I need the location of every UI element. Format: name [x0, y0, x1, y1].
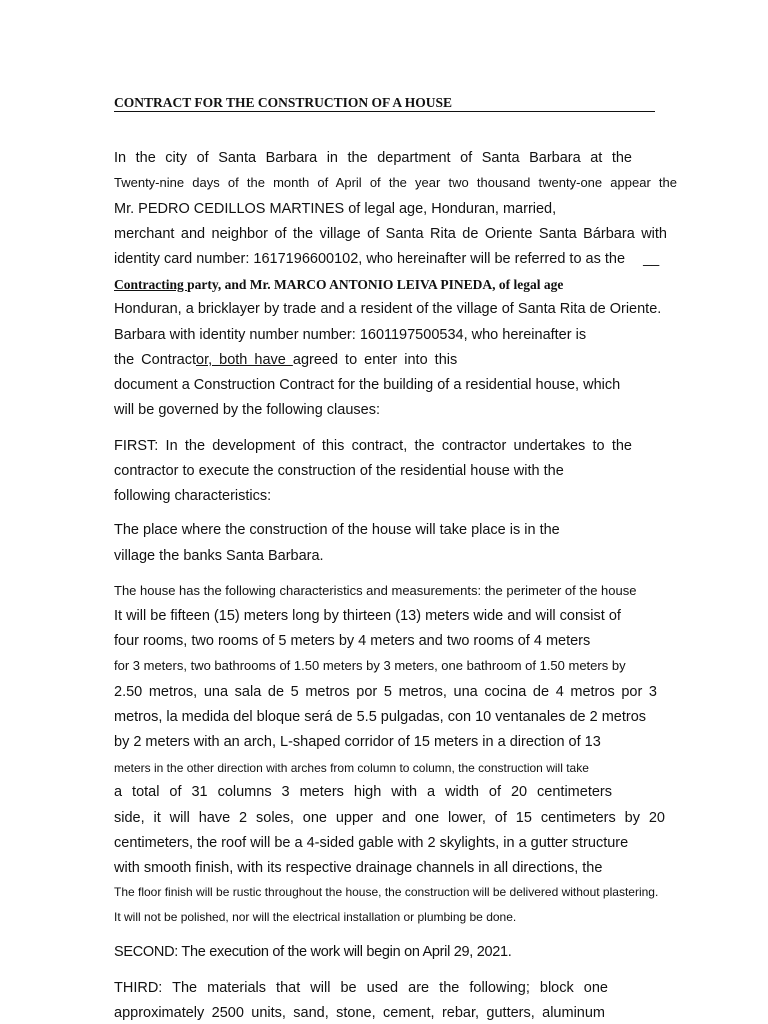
house-line-2: It will be fifteen (15) meters long by thirteen (13) meters wide and will consist of — [114, 608, 621, 624]
intro-line-5-text: identity card number: 1617196600102, who hereinafter will be referred to as the — [114, 251, 626, 267]
intro-line-6-rest: party, and Mr. MARCO ANTONIO LEIVA PINEDA, of legal age — [187, 277, 564, 292]
intro-line-3: Mr. PEDRO CEDILLOS MARTINES of legal age, Honduran, married, — [114, 201, 557, 217]
intro-line-9 — [114, 351, 457, 369]
house-line-10: side, it will have 2 soles, one upper and one lower, of 15 centimeters by 20 — [114, 810, 665, 826]
blank-mark: __ — [643, 251, 660, 267]
first-line-3: following characteristics: — [114, 488, 272, 504]
house-line-12: with smooth finish, with its respective drainage channels in all directions, the — [114, 860, 603, 876]
first-line-2: contractor to execute the construction of the residential house with the — [114, 463, 564, 479]
house-line-4: for 3 meters, two bathrooms of 1.50 meters by 3 meters, one bathroom of 1.50 meters by — [114, 658, 626, 673]
house-line-6: metros, la medida del bloque será de 5.5 pulgadas, con 10 ventanales de 2 metros — [114, 709, 647, 725]
house-line-13: The floor finish will be rustic throughout the house, the construction will be delivered without plastering. — [114, 885, 659, 899]
intro-line-9-b: agreed to enter into this — [292, 352, 458, 368]
intro-line-1: In the city of Santa Barbara in the department of Santa Barbara at the — [114, 150, 632, 166]
house-line-7: by 2 meters with an arch, L-shaped corridor of 15 meters in a direction of 13 — [114, 734, 601, 750]
house-line-3: four rooms, two rooms of 5 meters by 4 meters and two rooms of 4 meters — [114, 633, 591, 649]
intro-line-5 — [114, 250, 659, 268]
third-line-2: approximately 2500 units, sand, stone, cement, rebar, gutters, aluminum — [114, 1005, 605, 1021]
house-line-8: meters in the other direction with arches from column to column, the construction will take — [114, 761, 589, 775]
intro-line-8: Barbara with identity number number: 1601197500534, who hereinafter is — [114, 327, 587, 343]
intro-line-10: document a Construction Contract for the building of a residential house, which — [114, 377, 621, 393]
house-line-5: 2.50 metros, una sala de 5 metros por 5 metros, una cocina de 4 metros por 3 — [114, 684, 657, 700]
intro-line-9-a: the Contract — [114, 352, 196, 368]
house-line-11: centimeters, the roof will be a 4-sided gable with 2 skylights, in a gutter structure — [114, 835, 629, 851]
contracting-underlined: Contracting — [114, 277, 188, 292]
place-line-2: village the banks Santa Barbara. — [114, 548, 324, 564]
intro-line-9-underlined: or, both have — [196, 352, 293, 368]
intro-line-4: merchant and neighbor of the village of Santa Rita de Oriente Santa Bárbara with — [114, 226, 667, 242]
house-line-9: a total of 31 columns 3 meters high with a width of 20 centimeters — [114, 784, 612, 800]
house-line-14: It will not be polished, nor will the electrical installation or plumbing be done. — [114, 910, 517, 924]
third-line-1: THIRD: The materials that will be used are the following; block one — [114, 980, 608, 996]
place-line-1: The place where the construction of the house will take place is in the — [114, 522, 560, 538]
second-clause: SECOND: The execution of the work will begin on April 29, 2021. — [114, 944, 512, 960]
intro-line-7: Honduran, a bricklayer by trade and a resident of the village of Santa Rita de Oriente. — [114, 301, 662, 317]
intro-line-6 — [114, 276, 563, 294]
house-line-1: The house has the following characteristics and measurements: the perimeter of the house — [114, 583, 637, 598]
intro-line-11: will be governed by the following clauses: — [114, 402, 380, 418]
intro-line-2: Twenty-nine days of the month of April of the year two thousand twenty-one appear the — [114, 175, 677, 190]
document-title: CONTRACT FOR THE CONSTRUCTION OF A HOUSE — [114, 94, 655, 112]
first-line-1: FIRST: In the development of this contract, the contractor undertakes to the — [114, 438, 632, 454]
